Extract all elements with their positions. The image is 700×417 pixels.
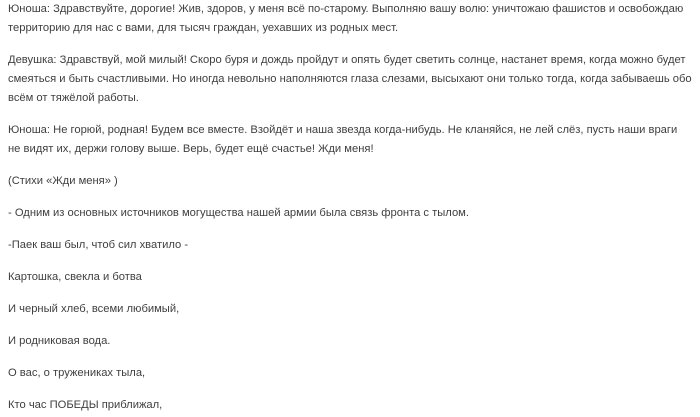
paragraph: Картошка, свекла и ботва xyxy=(8,271,142,283)
paragraph-gap xyxy=(8,191,692,204)
paragraph: И родниковая вода. xyxy=(8,335,111,347)
paragraph-gap xyxy=(8,159,692,172)
paragraph-gap xyxy=(8,38,692,51)
paragraph: Девушка: Здравствуй, мой милый! Скоро буря и дождь пройдут и опять будет светить солнце, настанет время, когда можно будет смеяться и быть счастливыми. Но иногда невольно наполняются глаза слезами, высыхают они только тогда, когда забываешь обо всём от тяжёлой работы. xyxy=(8,54,692,104)
document-body xyxy=(8,0,692,415)
paragraph: - Одним из основных источников могущества нашей армии была связь фронта с тылом. xyxy=(8,207,469,219)
paragraph-gap xyxy=(8,383,692,396)
paragraph-gap xyxy=(8,351,692,364)
paragraph-gap xyxy=(8,108,692,121)
paragraph: (Стихи «Жди меня» ) xyxy=(8,175,118,187)
paragraph: -Паек ваш был, чтоб сил хватило - xyxy=(8,239,189,251)
paragraph: Юноша: Здравствуйте, дорогие! Жив, здоров, у меня всё по-старому. Выполняю вашу волю: уничтожаю фашистов и освобождаю территорию для нас с вами, для тысяч граждан, уехавших из родных мест. xyxy=(8,3,684,34)
paragraph: Юноша: Не горюй, родная! Будем все вместе. Взойдёт и наша звезда когда-нибудь. Не кланяйся, не лей слёз, пусть наши враги не видят их, держи голову выше. Верь, будет ещё счастье! Жди меня! xyxy=(8,124,678,155)
paragraph: И черный хлеб, всеми любимый, xyxy=(8,303,180,315)
paragraph: Кто час ПОБЕДЫ приближал, xyxy=(8,399,163,411)
paragraph-gap xyxy=(8,287,692,300)
paragraph-gap xyxy=(8,319,692,332)
paragraph-gap xyxy=(8,255,692,268)
paragraph-gap xyxy=(8,223,692,236)
paragraph: О вас, о тружениках тыла, xyxy=(8,367,146,379)
